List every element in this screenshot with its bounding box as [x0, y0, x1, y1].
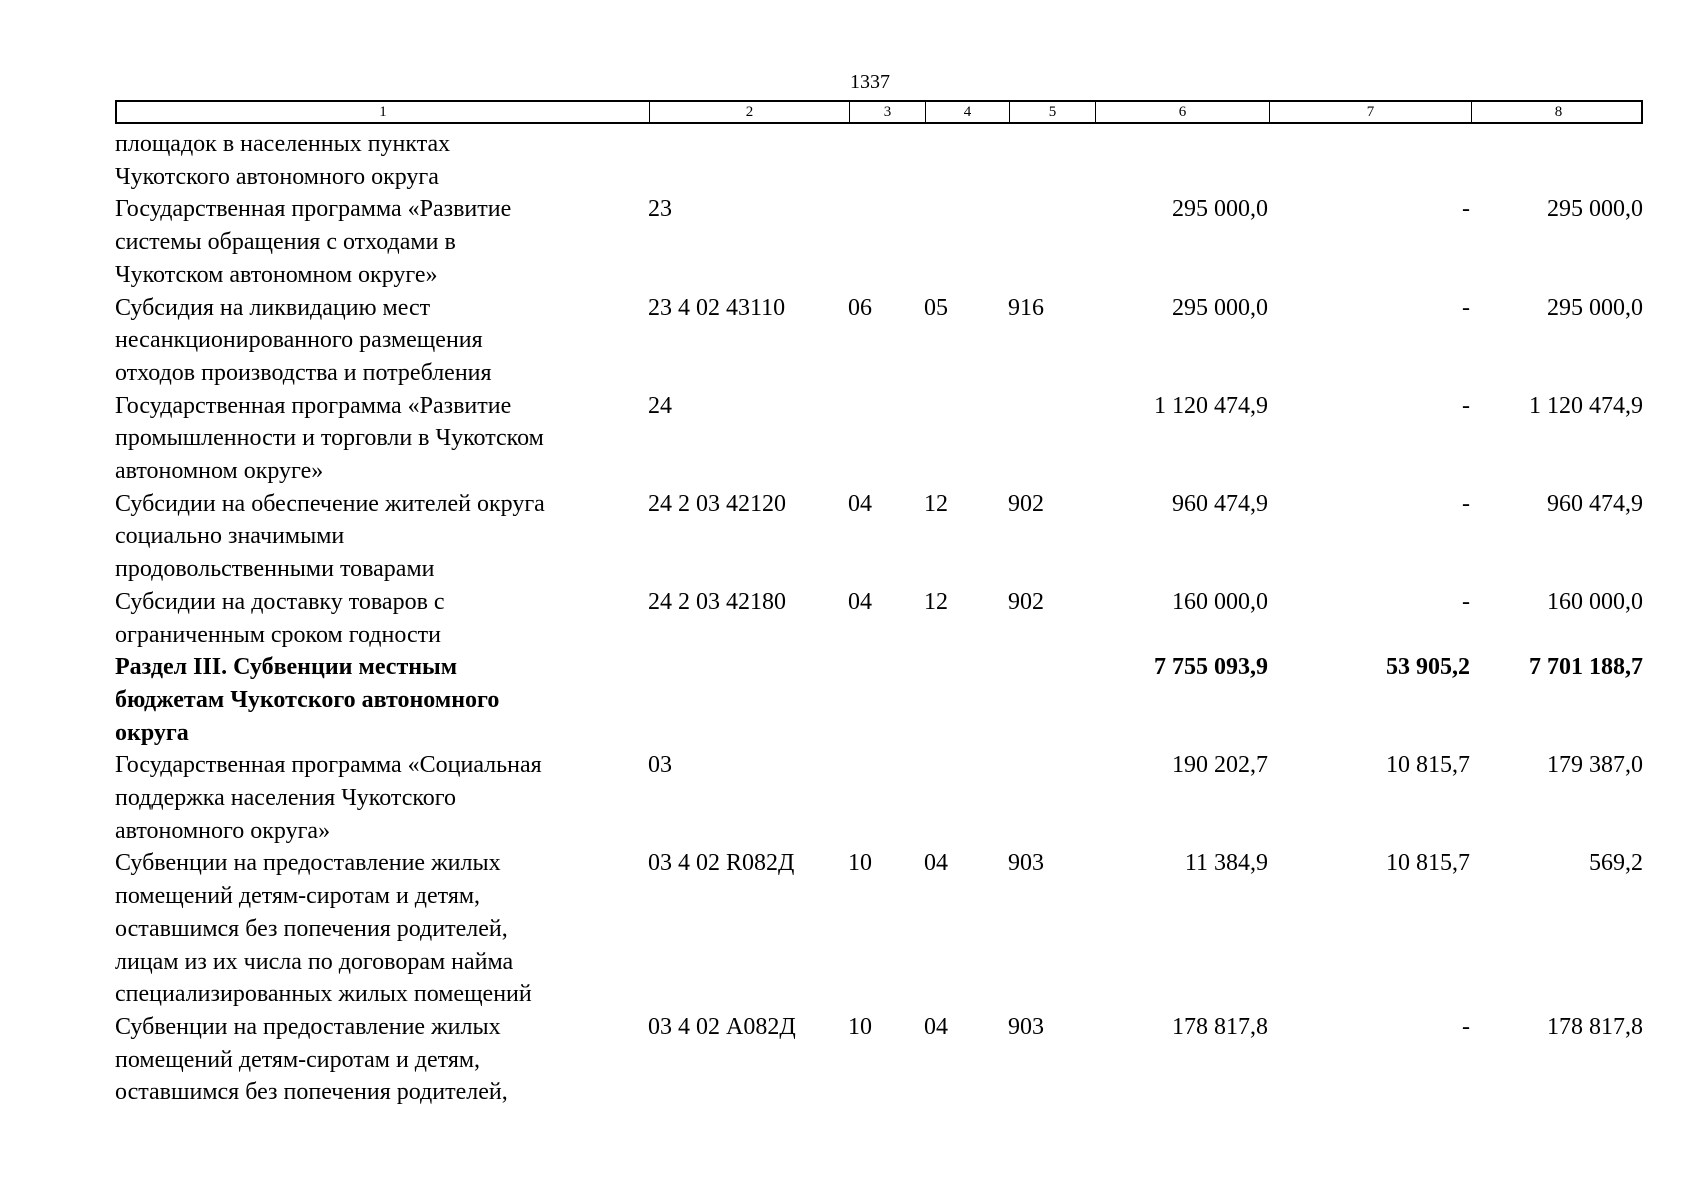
table-body [115, 128, 1645, 1109]
row-amount-federal: - [1462, 294, 1470, 321]
row-ministry: 902 [1008, 588, 1044, 615]
row-amount-regional: 178 817,8 [1547, 1013, 1643, 1040]
row-amount-total: 160 000,0 [1172, 588, 1268, 615]
header-col-5: 5 [1010, 102, 1096, 122]
section-total-row [115, 651, 1645, 749]
row-ministry: 902 [1008, 490, 1044, 517]
row-amount-federal: - [1462, 588, 1470, 615]
row-code: 24 2 03 42180 [648, 588, 786, 615]
row-ministry [1008, 193, 1094, 291]
header-col-2: 2 [650, 102, 850, 122]
row-name: Государственная программа «Социальная поддержка населения Чукотского автономного округа» [115, 752, 542, 844]
row-ministry: 916 [1008, 294, 1044, 321]
row-subsection: 12 [924, 490, 948, 517]
row-subsection: 04 [924, 1013, 948, 1040]
row-code: 03 [648, 752, 672, 779]
table-row [115, 586, 1645, 651]
row-name: Субсидия на ликвидацию мест несанкционированного размещения отходов производства и потребления [115, 294, 492, 386]
page-number: 1337 [850, 71, 890, 93]
row-section [848, 390, 924, 488]
row-subsection [924, 193, 1008, 291]
row-code: 03 4 02 R082Д [648, 850, 795, 877]
row-amount-regional: 160 000,0 [1547, 588, 1643, 615]
row-amount-total: 11 384,9 [1184, 850, 1268, 877]
row-amount-federal: - [1462, 196, 1470, 223]
header-col-1: 1 [117, 102, 650, 122]
table-row [115, 193, 1645, 291]
row-ministry [1008, 749, 1094, 847]
row-amount-federal [1268, 128, 1470, 193]
row-amount-total [1094, 128, 1268, 193]
row-amount-federal: - [1462, 1013, 1470, 1040]
row-amount-regional: 179 387,0 [1547, 752, 1643, 779]
row-amount-federal: 53 905,2 [1386, 654, 1470, 681]
header-col-7: 7 [1270, 102, 1472, 122]
header-col-6: 6 [1096, 102, 1270, 122]
row-amount-regional: 295 000,0 [1547, 294, 1643, 321]
row-ministry [1008, 651, 1094, 749]
row-section: 10 [848, 1013, 872, 1040]
table-row [115, 390, 1645, 488]
row-subsection [924, 390, 1008, 488]
row-name: Субвенции на предоставление жилых помещений детям-сиротам и детям, оставшимся без попечения родителей, [115, 1013, 508, 1106]
row-amount-total: 295 000,0 [1172, 196, 1268, 223]
row-amount-regional: 7 701 188,7 [1529, 654, 1643, 681]
header-col-3: 3 [850, 102, 926, 122]
header-col-4: 4 [926, 102, 1010, 122]
row-ministry [1008, 390, 1094, 488]
row-code: 03 4 02 А082Д [648, 1013, 796, 1040]
row-section: 04 [848, 490, 872, 517]
row-amount-total: 1 120 474,9 [1154, 392, 1268, 419]
row-amount-regional: 295 000,0 [1547, 196, 1643, 223]
row-ministry: 903 [1008, 1013, 1044, 1040]
row-amount-regional: 960 474,9 [1547, 490, 1643, 517]
row-name: Раздел III. Субвенции местным бюджетам Чукотского автономного округа [115, 654, 500, 746]
row-subsection: 05 [924, 294, 948, 321]
row-amount-total: 960 474,9 [1172, 490, 1268, 517]
row-subsection [924, 128, 1008, 193]
row-section: 06 [848, 294, 872, 321]
row-section: 10 [848, 850, 872, 877]
row-section [848, 193, 924, 291]
row-name: Государственная программа «Развитие системы обращения с отходами в Чукотском автономном округе» [115, 196, 512, 288]
row-section [848, 128, 924, 193]
table-row [115, 847, 1645, 1011]
row-name: Субсидии на доставку товаров с ограниченным сроком годности [115, 588, 445, 648]
row-code: 24 2 03 42120 [648, 490, 786, 517]
table-row [115, 128, 1645, 193]
row-subsection: 04 [924, 850, 948, 877]
row-code [648, 651, 848, 749]
row-amount-total: 7 755 093,9 [1154, 654, 1268, 681]
row-name: Государственная программа «Развитие промышленности и торговли в Чукотском автономном округе» [115, 392, 544, 485]
row-name: площадок в населенных пунктах Чукотского автономного округа [115, 131, 451, 190]
row-subsection [924, 651, 1008, 749]
row-section: 04 [848, 588, 872, 615]
row-code: 24 [648, 392, 672, 419]
row-amount-total: 190 202,7 [1172, 752, 1268, 779]
row-name: Субвенции на предоставление жилых помещений детям-сиротам и детям, оставшимся без попечения родителей, лицам из их числа по договорам найма специализированных жилых помещений [115, 850, 532, 1008]
table-row [115, 488, 1645, 586]
row-subsection [924, 749, 1008, 847]
row-code [648, 128, 848, 193]
table-row [115, 749, 1645, 847]
header-col-8: 8 [1554, 104, 1563, 120]
row-code: 23 [648, 196, 672, 223]
row-amount-total: 295 000,0 [1172, 294, 1268, 321]
row-name: Субсидии на обеспечение жителей округа социально значимыми продовольственными товарами [115, 490, 545, 583]
row-amount-federal: - [1462, 490, 1470, 517]
row-amount-federal: 10 815,7 [1386, 752, 1470, 779]
row-ministry: 903 [1008, 850, 1044, 877]
row-amount-regional: 1 120 474,9 [1529, 392, 1643, 419]
row-amount-regional: 569,2 [1589, 850, 1643, 877]
row-code: 23 4 02 43110 [648, 294, 786, 321]
table-row [115, 292, 1645, 390]
table-row [115, 1011, 1645, 1109]
row-amount-federal: 10 815,7 [1386, 850, 1470, 877]
row-subsection: 12 [924, 588, 948, 615]
row-amount-federal: - [1462, 392, 1470, 419]
row-ministry [1008, 128, 1094, 193]
row-section [848, 749, 924, 847]
row-amount-regional [1470, 128, 1643, 193]
row-section [848, 651, 924, 749]
table-header [115, 100, 1643, 124]
row-amount-total: 178 817,8 [1172, 1013, 1268, 1040]
